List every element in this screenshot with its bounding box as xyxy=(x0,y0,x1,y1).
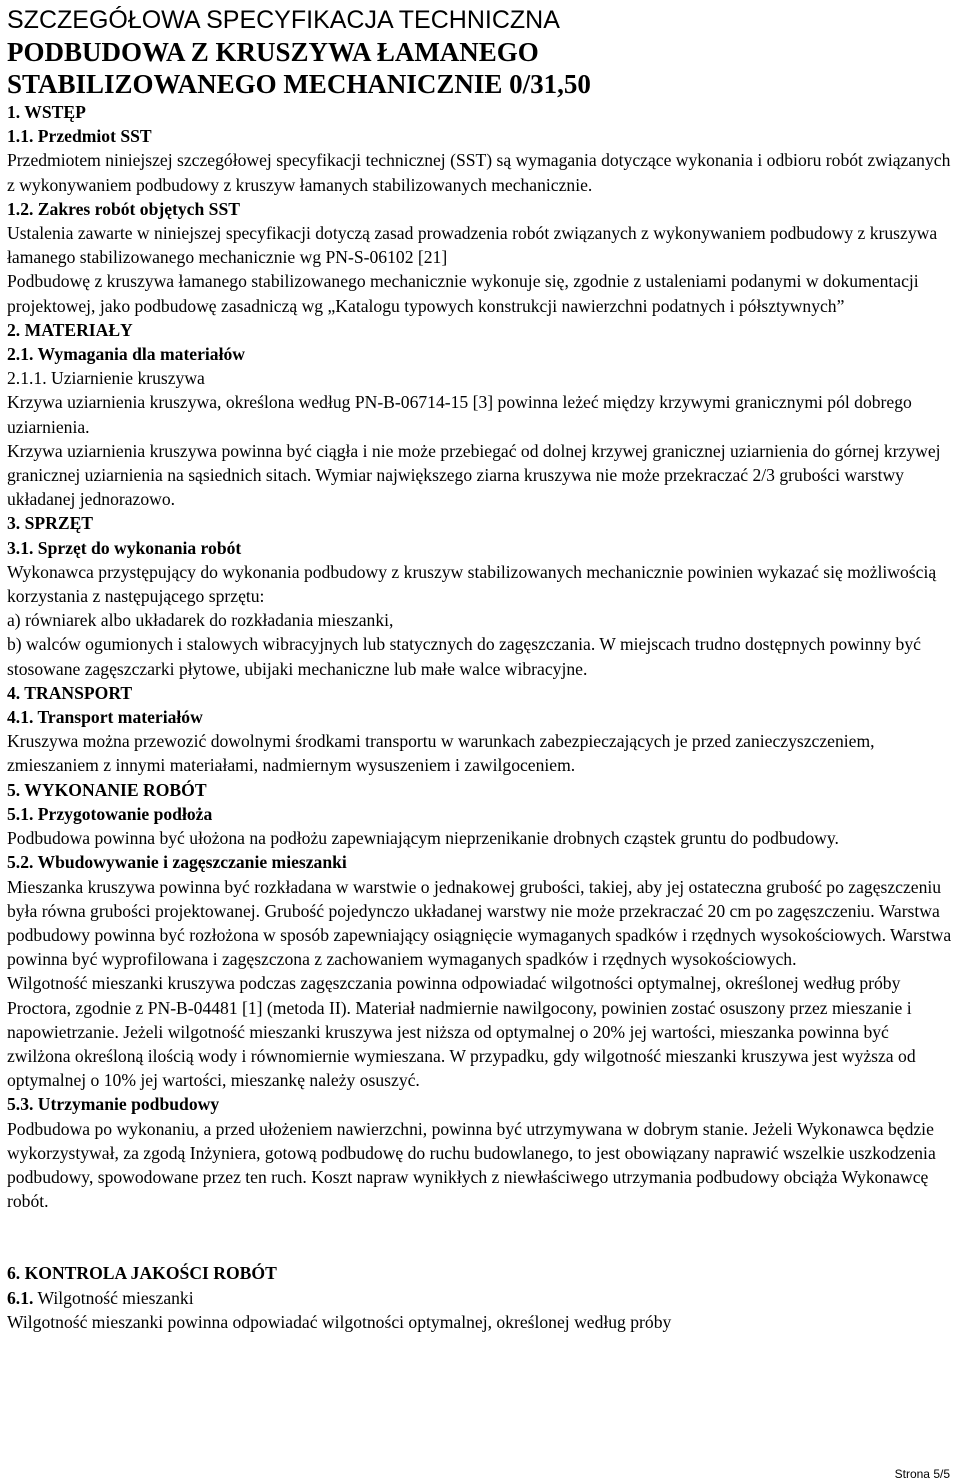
spec-title-line-3: STABILIZOWANEGO MECHANICZNIE 0/31,50 xyxy=(7,69,591,99)
section-1-1-heading: 1.1. Przedmiot SST xyxy=(7,126,152,147)
section-5-1-heading: 5.1. Przygotowanie podłoża xyxy=(7,803,213,824)
section-3-1-heading: 3.1. Sprzęt do wykonania robót xyxy=(7,537,242,558)
section-6-1-title: Wilgotność mieszanki xyxy=(37,1287,194,1308)
section-2-1-heading: 2.1. Wymagania dla materiałów xyxy=(7,344,245,365)
section-4-heading: 4. TRANSPORT xyxy=(7,682,133,703)
blank-space xyxy=(7,1213,953,1261)
section-6-1-text: Wilgotność mieszanki powinna odpowiadać wilgotności optymalnej, określonej według próby xyxy=(7,1311,672,1332)
spec-title-line-1: SZCZEGÓŁOWA SPECYFIKACJA TECHNICZNA xyxy=(7,6,560,34)
section-5-3-heading: 5.3. Utrzymanie podbudowy xyxy=(7,1094,220,1115)
section-4-1-text: Kruszywa można przewozić dowolnymi środkami transportu w warunkach zabezpieczających je przed zanieczyszczeniem, zmieszaniem z innymi materiałami, nadmiernym wysuszeniem i zawilgoceniem. xyxy=(7,731,875,776)
list-item-a: a) równiarek albo układarek do rozkładania mieszanki, xyxy=(7,610,394,631)
section-2-heading: 2. MATERIAŁY xyxy=(7,319,133,340)
section-3-1-text: Wykonawca przystępujący do wykonania podbudowy z kruszyw stabilizowanych mechanicznie powinien wykazać się możliwością korzystania z następującego sprzętu: xyxy=(7,561,937,607)
section-2-1-1-text-1: Krzywa uziarnienia kruszywa, określona według PN-B-06714-15 [3] powinna leżeć między krzywymi granicznymi pól dobrego uziarnienia. xyxy=(7,392,912,437)
section-1-2-text-2: Podbudowę z kruszywa łamanego stabilizowanego mechanicznie wykonuje się, zgodnie z ustaleniami podanymi w dokumentacji projektowej, jako podbudowę zasadniczą wg „Katalogu typowych konstrukcji nawierzchni podatnych i półsztywnych” xyxy=(7,271,919,316)
section-3-heading: 3. SPRZĘT xyxy=(7,513,94,534)
section-5-2-heading: 5.2. Wbudowywanie i zagęszczanie mieszanki xyxy=(7,852,347,873)
section-5-heading: 5. WYKONANIE ROBÓT xyxy=(7,779,207,800)
document-body xyxy=(7,100,953,1334)
section-1-2-heading: 1.2. Zakres robót objętych SST xyxy=(7,198,240,219)
section-2-1-1-heading: 2.1.1. Uziarnienie kruszywa xyxy=(7,368,205,389)
section-2-1-1-text-2: Krzywa uziarnienia kruszywa powinna być ciągła i nie może przebiegać od dolnej krzywej granicznej uziarnienia do górnej krzywej granicznej uziarnienia na sąsiednich sitach. Wymiar największego ziarna kruszywa nie może przekraczać 2/3 grubości warstwy układanej jednorazowo. xyxy=(7,440,941,510)
section-5-2-text-1: Mieszanka kruszywa powinna być rozkładana w warstwie o jednakowej grubości, takiej, aby jej ostateczna grubość po zagęszczeniu była równa grubości projektowanej. Grubość pojedynczo układanej warstwy nie może przekraczać 20 cm po zagęszczeniu. Warstwa podbudowy powinna być rozłożona w sposób zapewniający osiągnięcie wymaganych spadków i rzędnych wysokościowych. Warstwa powinna być wyprofilowana i zagęszczona z zachowaniem wymaganych spadków i rzędnych wysokościowych. xyxy=(7,876,952,970)
section-6-heading: 6. KONTROLA JAKOŚCI ROBÓT xyxy=(7,1263,277,1284)
section-4-1-heading: 4.1. Transport materiałów xyxy=(7,707,203,728)
section-5-2-text-2: Wilgotność mieszanki kruszywa podczas zagęszczania powinna odpowiadać wilgotności optymalnej, określonej według próby Proctora, zgodnie z PN-B-04481 [1] (metoda II). Materiał nadmiernie nawilgocony, powinien zostać osuszony przez mieszanie i napowietrzanie. Jeżeli wilgotność mieszanki kruszywa jest niższa od optymalnej o 20% jej wartości, mieszanka powinna być zwilżona określoną ilością wody i równomiernie wymieszana. W przypadku, gdy wilgotność mieszanki kruszywa jest wyższa od optymalnej o 10% jej wartości, mieszankę należy osuszyć. xyxy=(7,973,916,1091)
section-1-2-text-1: Ustalenia zawarte w niniejszej specyfikacji dotyczą zasad prowadzenia robót związanych z wykonywaniem podbudowy z kruszywa łamanego stabilizowanego mechanicznie wg PN-S-06102 [21] xyxy=(7,223,938,268)
list-item-b: b) walców ogumionych i stalowych wibracyjnych lub statycznych do zagęszczania. W miejscach trudno dostępnych powinny być stosowane zagęszczarki płytowe, ubijaki mechaniczne lub małe walce wibracyjne. xyxy=(7,634,921,679)
section-6-1-heading xyxy=(7,1286,953,1310)
section-6-1-number: 6.1. xyxy=(7,1287,34,1308)
page-number: Strona 5/5 xyxy=(894,1467,950,1481)
document-page xyxy=(7,0,953,1334)
spec-title-line-2: PODBUDOWA Z KRUSZYWA ŁAMANEGO xyxy=(7,37,539,67)
section-1-heading: 1. WSTĘP xyxy=(7,102,86,122)
section-5-3-text: Podbudowa po wykonaniu, a przed ułożeniem nawierzchni, powinna być utrzymywana w dobrym stanie. Jeżeli Wykonawca będzie wykorzystywał, za zgodą Inżyniera, gotową podbudowę do ruchu budowlanego, to jest obowiązany naprawić wszelkie uszkodzenia podbudowy, spowodowane przez ten ruch. Koszt napraw wynikłych z niewłaściwego utrzymania podbudowy obciąża Wykonawcę robót. xyxy=(7,1118,936,1212)
section-5-1-text: Podbudowa powinna być ułożona na podłożu zapewniającym nieprzenikanie drobnych cząstek gruntu do podbudowy. xyxy=(7,828,839,849)
section-1-1-text: Przedmiotem niniejszej szczegółowej specyfikacji technicznej (SST) są wymagania dotyczące wykonania i odbioru robót związanych z wykonywaniem podbudowy z kruszyw łamanych stabilizowanych mechanicznie. xyxy=(7,150,951,195)
